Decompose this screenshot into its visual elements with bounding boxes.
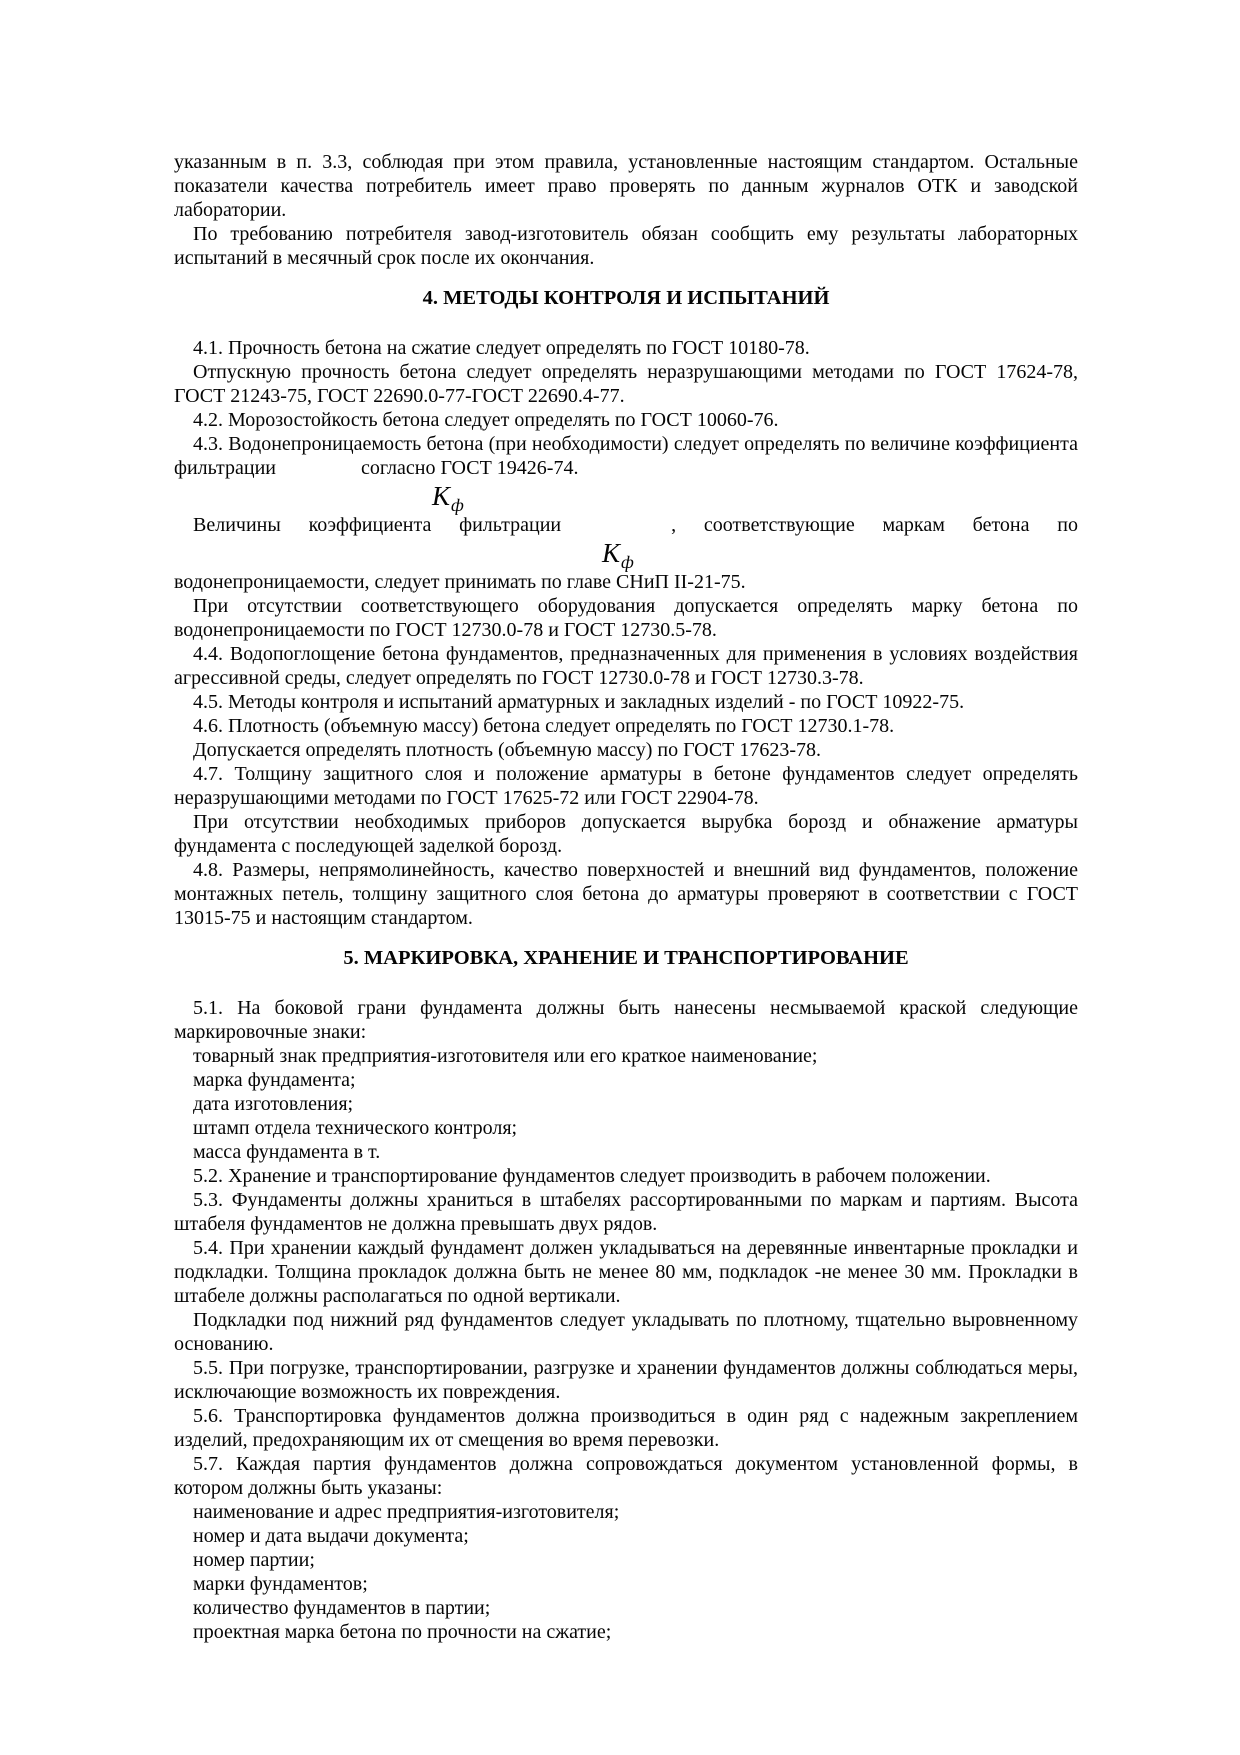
paragraph-4-6: 4.6. Плотность (объемную массу) бетона следует определять по ГОСТ 12730.1-78. (193, 715, 895, 737)
paragraph-5-4-podkladki: Подкладки под нижний ряд фундаментов следует укладывать по плотному, тщательно выровненному основанию. (174, 1309, 1078, 1355)
list-item-document: количество фундаментов в партии; (193, 1597, 491, 1619)
paragraph-po-trebovaniyu: По требованию потребителя завод-изготовитель обязан сообщить ему результаты лабораторных испытаний в месячный срок после их окончания. (174, 223, 1078, 269)
formula-kf-1-base: К (432, 481, 450, 511)
paragraph-5-5: 5.5. При погрузке, транспортировании, разгрузке и хранении фундаментов должны соблюдаться меры, исключающие возможность их повреждения. (174, 1357, 1078, 1403)
formula-kf-2-base: К (602, 538, 620, 568)
formula-kf-2-subscript: ф (620, 552, 634, 572)
paragraph-5-4: 5.4. При хранении каждый фундамент должен укладываться на деревянные инвентарные прокладки и подкладки. Толщина прокладок должна быть не менее 80 мм, подкладок -не менее 30 мм. Прокладки в штабеле должны располагаться по одной вертикали. (174, 1237, 1078, 1307)
paragraph-4-8: 4.8. Размеры, непрямолинейность, качество поверхностей и внешний вид фундаментов, положение монтажных петель, толщину защитного слоя бетона до арматуры проверяют в соответствии с ГОСТ 13015-75 и настоящим стандартом. (174, 859, 1078, 929)
list-item-marking: марка фундамента; (193, 1069, 356, 1091)
paragraph-4-3-text-after-formula: согласно ГОСТ 19426-74. (360, 457, 579, 479)
inline-formula-gap (276, 473, 361, 474)
paragraph-4-1-otpusknaya: Отпускную прочность бетона следует определять неразрушающими методами по ГОСТ 17624-78, ГОСТ 21243-75, ГОСТ 22690.0-77-ГОСТ 22690.4-77. (174, 361, 1078, 407)
paragraph-5-7: 5.7. Каждая партия фундаментов должна сопровождаться документом установленной формы, в котором должны быть указаны: (174, 1453, 1078, 1499)
list-item-document: наименование и адрес предприятия-изготовителя; (193, 1501, 620, 1523)
formula-kf-1 (174, 480, 1078, 513)
paragraph-velichiny-text-before-formula: Величины коэффициента фильтрации (193, 514, 562, 536)
list-item-document: проектная марка бетона по прочности на сжатие; (193, 1621, 612, 1643)
paragraph-5-3: 5.3. Фундаменты должны храниться в штабелях рассортированными по маркам и партиям. Высота штабеля фундаментов не должна превышать двух рядов. (174, 1189, 1078, 1235)
formula-kf-1-subscript: ф (450, 495, 464, 515)
paragraph-velichiny-text-after-formula: , соответствующие маркам бетона по (671, 514, 1079, 536)
paragraph-5-6: 5.6. Транспортировка фундаментов должна производиться в один ряд с надежным закреплением изделий, предохраняющим их от смещения во время перевозки. (174, 1405, 1078, 1451)
paragraph-pri-otsutstvii-oborudovaniya: При отсутствии соответствующего оборудования допускается определять марку бетона по водонепроницаемости по ГОСТ 12730.0-78 и ГОСТ 12730.5-78. (174, 595, 1078, 641)
section-5-heading: 5. МАРКИРОВКА, ХРАНЕНИЕ И ТРАНСПОРТИРОВАНИЕ (343, 947, 909, 969)
section-4-heading: 4. МЕТОДЫ КОНТРОЛЯ И ИСПЫТАНИЙ (422, 287, 830, 309)
list-item-marking: товарный знак предприятия-изготовителя или его краткое наименование; (193, 1045, 818, 1067)
paragraph-4-7: 4.7. Толщину защитного слоя и положение арматуры в бетоне фундаментов следует определять неразрушающими методами по ГОСТ 17625-72 или ГОСТ 22904-78. (174, 763, 1078, 809)
paragraph-4-7-pri-otsutstvii-priborov: При отсутствии необходимых приборов допускается вырубка борозд и обнажение арматуры фундамента с последующей заделкой борозд. (174, 811, 1078, 857)
paragraph-4-1: 4.1. Прочность бетона на сжатие следует определять по ГОСТ 10180-78. (193, 337, 810, 359)
list-item-document: номер партии; (193, 1549, 315, 1571)
paragraph-velichiny (174, 513, 1078, 537)
list-item-document: марки фундаментов; (193, 1573, 368, 1595)
paragraph-4-5: 4.5. Методы контроля и испытаний арматурных и закладных изделий - по ГОСТ 10922-75. (193, 691, 965, 713)
list-item-marking: дата изготовления; (193, 1093, 354, 1115)
paragraph-5-2: 5.2. Хранение и транспортирование фундаментов следует производить в рабочем положении. (193, 1165, 991, 1187)
paragraph-intro: указанным в п. 3.3, соблюдая при этом правила, установленные настоящим стандартом. Остальные показатели качества потребитель имеет право проверять по данным журналов ОТК и заводской лаборатории. (174, 151, 1078, 221)
paragraph-4-3 (174, 432, 1078, 480)
list-item-marking: масса фундамента в т. (193, 1141, 381, 1163)
list-item-document: номер и дата выдачи документа; (193, 1525, 469, 1547)
paragraph-4-4: 4.4. Водопоглощение бетона фундаментов, предназначенных для применения в условиях воздействия агрессивной среды, следует определять по ГОСТ 12730.0-78 и ГОСТ 12730.3-78. (174, 643, 1078, 689)
paragraph-4-6-dopuskaetsya: Допускается определять плотность (объемную массу) по ГОСТ 17623-78. (193, 739, 822, 761)
list-item-marking: штамп отдела технического контроля; (193, 1117, 518, 1139)
inline-formula-gap (561, 530, 671, 531)
paragraph-vodonepronitsaemost: водонепроницаемости, следует принимать по главе СНиП II-21-75. (174, 571, 746, 593)
paragraph-5-1: 5.1. На боковой грани фундамента должны быть нанесены несмываемой краской следующие маркировочные знаки: (174, 997, 1078, 1043)
paragraph-4-2: 4.2. Морозостойкость бетона следует определять по ГОСТ 10060-76. (193, 409, 779, 431)
formula-kf-2 (174, 537, 1078, 570)
paragraph-4-3-text-before-formula: 4.3. Водонепроницаемость бетона (при необходимости) следует определять по величине коэффициента фильтрации (174, 433, 1078, 479)
